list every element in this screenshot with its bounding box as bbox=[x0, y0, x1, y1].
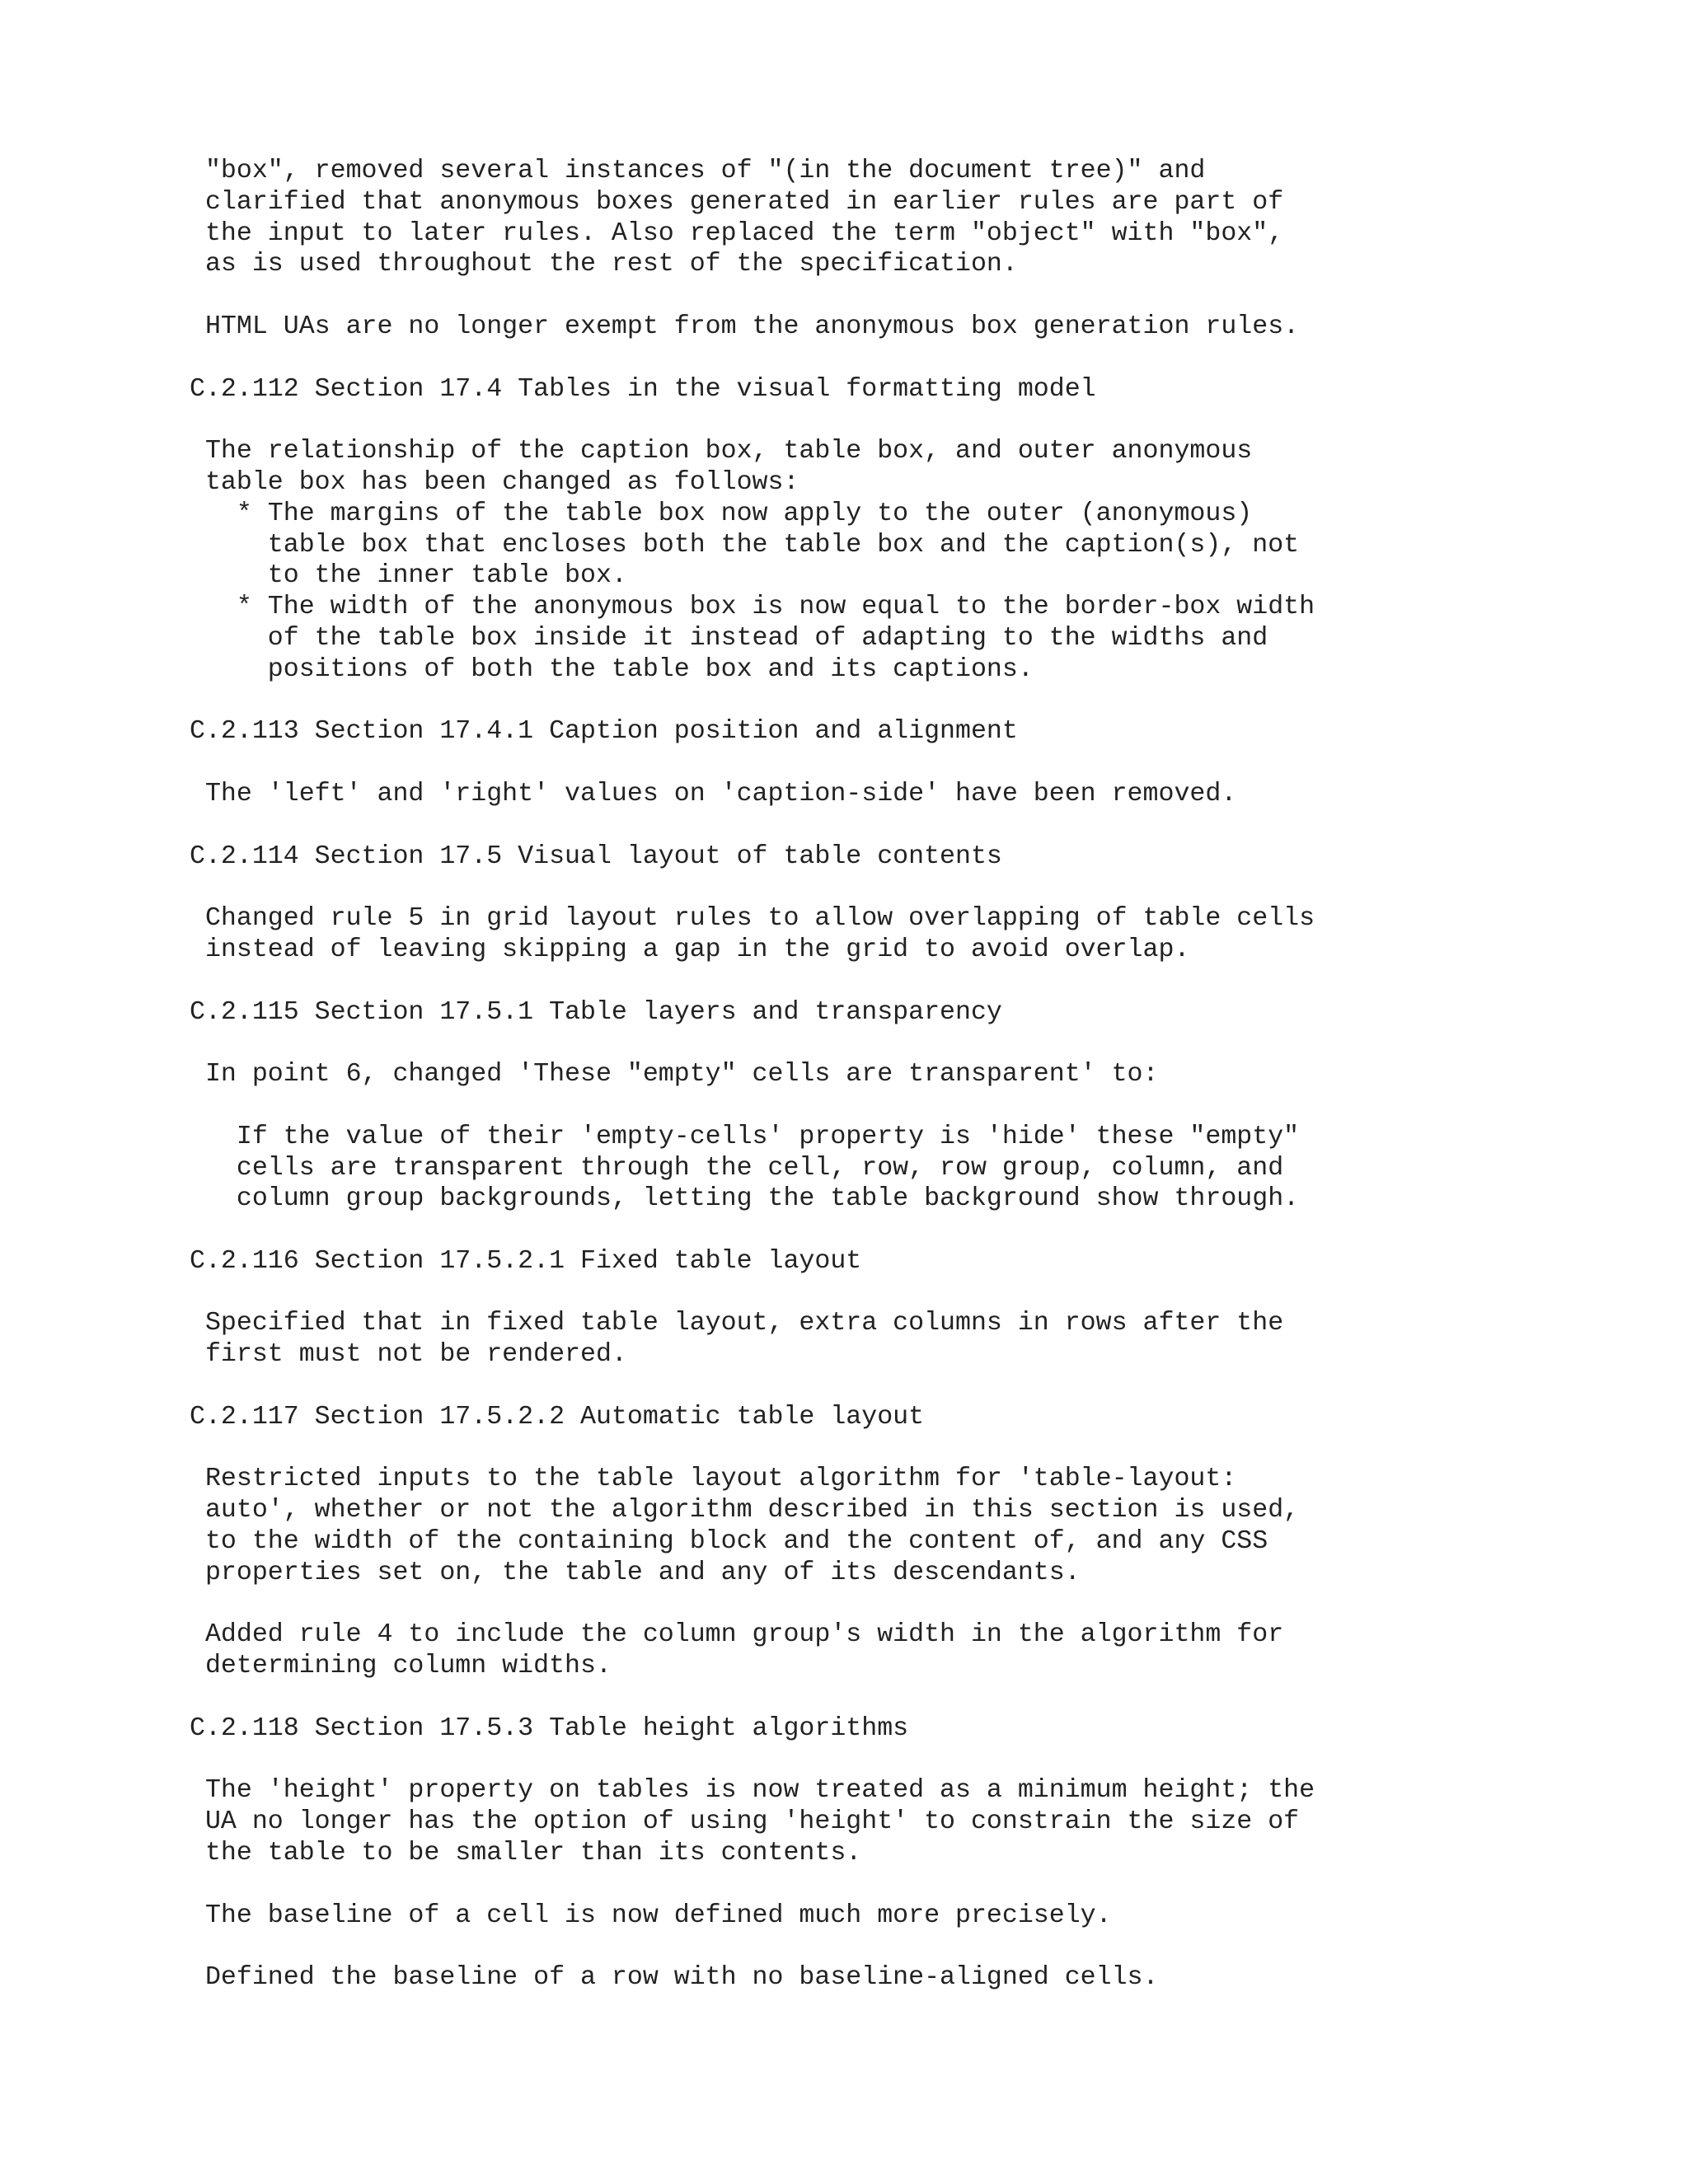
text-line: column group backgrounds, letting the table background show through. bbox=[190, 1184, 1300, 1214]
text-line: Defined the baseline of a row with no baseline-aligned cells. bbox=[190, 1963, 1159, 1993]
text-line: to the inner table box. bbox=[190, 561, 627, 591]
text-line: The baseline of a cell is now defined much more precisely. bbox=[190, 1900, 1112, 1930]
blank-line bbox=[190, 1745, 1657, 1776]
text-line: table box has been changed as follows: bbox=[190, 467, 799, 497]
text-line: table box that encloses both the table box and the caption(s), not bbox=[190, 530, 1300, 560]
text-line: The 'left' and 'right' values on 'caption-side' have been removed. bbox=[190, 779, 1237, 808]
section-heading: C.2.113 Section 17.4.1 Caption position and alignment bbox=[190, 717, 1018, 747]
blank-line bbox=[190, 966, 1657, 997]
text-line: as is used throughout the rest of the specification. bbox=[190, 250, 1018, 279]
blank-line bbox=[190, 1682, 1657, 1713]
text-line: Restricted inputs to the table layout algorithm for 'table-layout: bbox=[190, 1465, 1237, 1494]
text-line: The 'height' property on tables is now treated as a minimum height; the bbox=[190, 1776, 1315, 1806]
blank-line bbox=[190, 1028, 1657, 1059]
text-line: cells are transparent through the cell, row, row group, column, and bbox=[190, 1153, 1284, 1183]
text-line: "box", removed several instances of "(in the document tree)" and bbox=[190, 157, 1206, 185]
list-item-line: * The width of the anonymous box is now equal to the border-box width bbox=[190, 593, 1315, 622]
text-line: The relationship of the caption box, table box, and outer anonymous bbox=[190, 437, 1253, 466]
text-line: to the width of the containing block and the content of, and any CSS bbox=[190, 1527, 1268, 1557]
blank-line bbox=[190, 405, 1657, 436]
text-line: Specified that in fixed table layout, extra columns in rows after the bbox=[190, 1309, 1284, 1338]
blank-line bbox=[190, 1277, 1657, 1309]
text-line: HTML UAs are no longer exempt from the anonymous box generation rules. bbox=[190, 312, 1300, 341]
list-item-line: * The margins of the table box now apply to the outer (anonymous) bbox=[190, 499, 1253, 528]
text-line: auto', whether or not the algorithm described in this section is used, bbox=[190, 1496, 1300, 1526]
text-line: In point 6, changed 'These "empty" cells are transparent' to: bbox=[190, 1060, 1159, 1090]
text-line: the input to later rules. Also replaced the term "object" with "box", bbox=[190, 218, 1284, 248]
blank-line bbox=[190, 1090, 1657, 1122]
section-heading: C.2.117 Section 17.5.2.2 Automatic table layout bbox=[190, 1402, 925, 1432]
text-line: positions of both the table box and its captions. bbox=[190, 654, 1034, 684]
section-heading: C.2.115 Section 17.5.1 Table layers and transparency bbox=[190, 997, 1002, 1027]
section-heading: C.2.116 Section 17.5.2.1 Fixed table layout bbox=[190, 1246, 862, 1276]
blank-line bbox=[190, 810, 1657, 841]
section-heading: C.2.112 Section 17.4 Tables in the visual formatting model bbox=[190, 374, 1096, 404]
blank-line bbox=[190, 1931, 1657, 1962]
text-line: UA no longer has the option of using 'height' to constrain the size of bbox=[190, 1807, 1300, 1837]
blank-line bbox=[190, 1371, 1657, 1402]
blank-line bbox=[190, 343, 1657, 374]
text-line: Added rule 4 to include the column group's width in the algorithm for bbox=[190, 1620, 1284, 1650]
text-line: properties set on, the table and any of its descendants. bbox=[190, 1558, 1081, 1587]
section-heading: C.2.118 Section 17.5.3 Table height algorithms bbox=[190, 1713, 909, 1743]
document-text bbox=[190, 156, 1657, 1994]
text-line: first must not be rendered. bbox=[190, 1340, 627, 1370]
text-line: determining column widths. bbox=[190, 1652, 612, 1681]
text-line: instead of leaving skipping a gap in the grid to avoid overlap. bbox=[190, 935, 1190, 964]
text-line: If the value of their 'empty-cells' property is 'hide' these "empty" bbox=[190, 1122, 1300, 1151]
blank-line bbox=[190, 280, 1657, 312]
blank-line bbox=[190, 872, 1657, 903]
blank-line bbox=[190, 1215, 1657, 1246]
text-line: of the table box inside it instead of adapting to the widths and bbox=[190, 623, 1268, 653]
text-line: the table to be smaller than its contents. bbox=[190, 1839, 862, 1868]
blank-line bbox=[190, 686, 1657, 717]
text-line: clarified that anonymous boxes generated in earlier rules are part of bbox=[190, 187, 1284, 217]
blank-line bbox=[190, 1433, 1657, 1465]
blank-line bbox=[190, 1589, 1657, 1620]
blank-line bbox=[190, 748, 1657, 779]
text-line: Changed rule 5 in grid layout rules to allow overlapping of table cells bbox=[190, 904, 1315, 934]
blank-line bbox=[190, 1869, 1657, 1900]
section-heading: C.2.114 Section 17.5 Visual layout of table contents bbox=[190, 841, 1002, 871]
